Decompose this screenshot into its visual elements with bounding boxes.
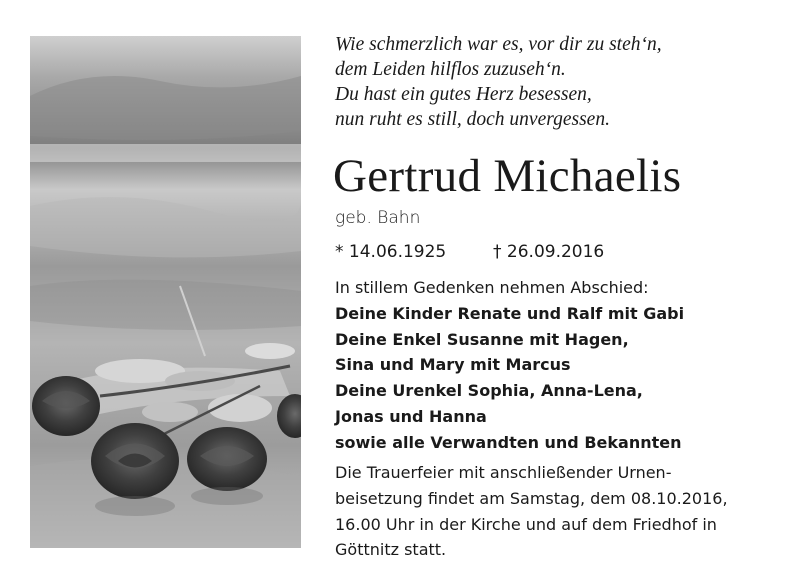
poem-line: Wie schmerzlich war es, vor dir zu steh‘n, [335, 34, 662, 55]
roses-on-water-image [30, 36, 301, 548]
service-line: Göttnitz statt. [335, 540, 447, 560]
mourner-line: Deine Enkel Susanne mit Hagen, [335, 329, 629, 349]
birth-name: geb. Bahn [335, 208, 421, 228]
mourners-intro: In stillem Gedenken nehmen Abschied: [335, 278, 649, 297]
poem [335, 32, 662, 132]
deceased-name: Gertrud Michaelis [333, 150, 682, 202]
mourner-line: Jonas und Hanna [335, 406, 487, 426]
death-date: † 26.09.2016 [493, 242, 605, 262]
birth-date: * 14.06.1925 [335, 242, 447, 262]
funeral-service-info [335, 460, 728, 563]
poem-line: Du hast ein gutes Herz besessen, [335, 84, 592, 105]
poem-line: dem Leiden hilflos zuzuseh‘n. [335, 59, 566, 80]
mourners-section [335, 275, 684, 456]
service-line: Die Trauerfeier mit anschließender Urnen- [335, 463, 672, 482]
poem-line: nun ruht es still, doch unvergessen. [335, 109, 610, 130]
service-line: beisetzung findet am Samstag, dem 08.10.2016, [335, 488, 728, 508]
mourner-line: Deine Urenkel Sophia, Anna-Lena, [335, 381, 643, 401]
mourner-line: Deine Kinder Renate und Ralf mit Gabi [335, 303, 685, 323]
life-dates [335, 241, 605, 263]
mourner-line: sowie alle Verwandten und Bekannten [335, 432, 682, 452]
service-line: 16.00 Uhr in der Kirche und auf dem Friedhof in [335, 514, 717, 534]
mourner-line: Sina und Mary mit Marcus [335, 355, 571, 375]
